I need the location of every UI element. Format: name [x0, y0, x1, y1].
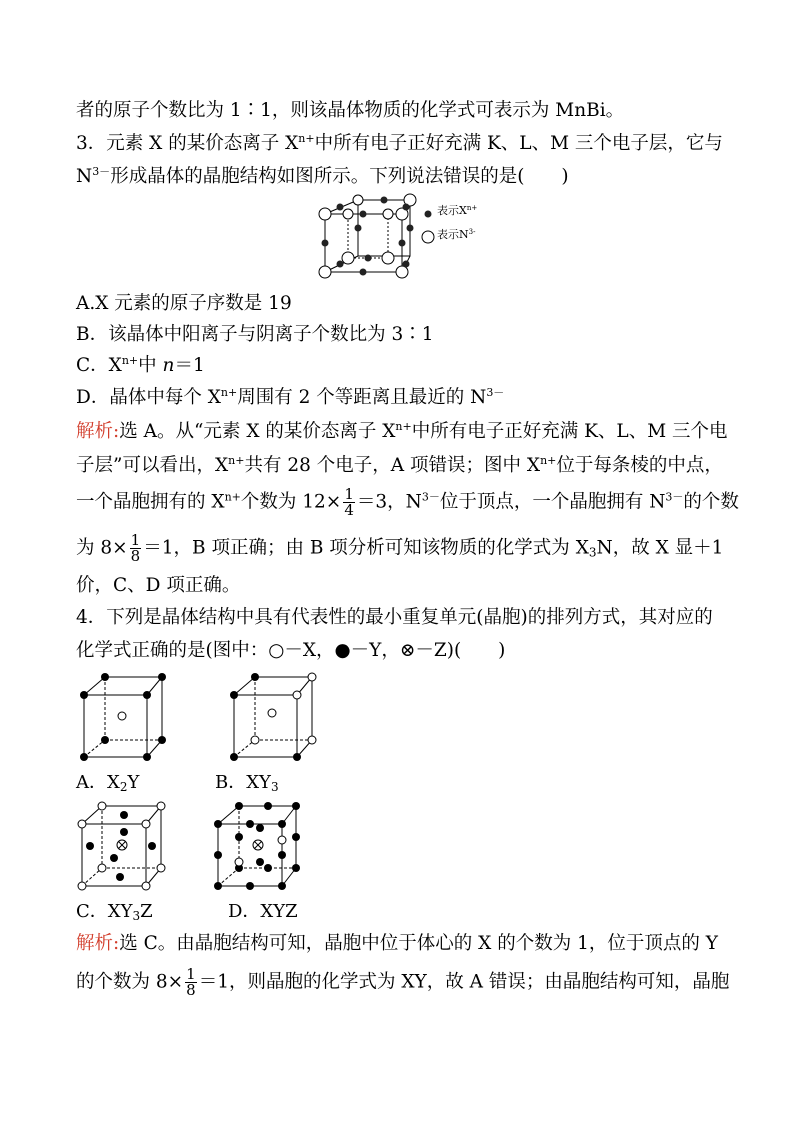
q4-analysis-line-1: 解析:选 C。由晶胞结构可知，晶胞中位于体心的 X 的个数为 1，位于顶点的 Y	[76, 933, 718, 954]
q3-crystal-cell-figure	[300, 190, 760, 280]
caption-d: D．XYZ	[228, 901, 298, 922]
caption-c: C．$XY_3Z$	[76, 901, 153, 923]
q3-option-c: C．$X^{n+}$中 n＝1	[76, 354, 205, 376]
q3-analysis-line-1: 解析:选 A。从“元素 X 的某价态离子 $X^{n+}$中所有电子正好充满 K、L、M 三个电	[76, 420, 728, 442]
caption-b: B．$XY_3$	[215, 772, 279, 794]
legend-n-label: 表示$N^{3-}$	[437, 228, 476, 241]
cube-figure-c	[72, 798, 182, 898]
q3-analysis-line-2: 子层”可以看出，$X^{n+}$共有 28 个电子，A 项错误；图中 $X^{n+}$位于每条棱的中点，	[76, 454, 723, 476]
q3-analysis-line-4: 为 8× $\frac{1}{8}$ ＝1，B 项正确；由 B 项分析可知该物质的化学式为 $X_3N$，故 X 显＋1	[76, 531, 724, 565]
q3-option-a: A.X 元素的原子序数是 19	[76, 293, 292, 314]
cube-figure-b	[222, 670, 332, 770]
fraction: $\frac{1}{4}$	[344, 485, 354, 519]
analysis-label: 解析:	[76, 421, 120, 442]
fraction: $\frac{1}{8}$	[130, 531, 141, 565]
fraction: $\frac{1}{8}$	[186, 965, 196, 999]
caption-a: A．$X_2Y$	[76, 772, 140, 794]
cube-figure-a	[72, 670, 182, 770]
q3-analysis-line-5: 价，C、D 项正确。	[76, 575, 241, 596]
analysis-label: 解析:	[76, 933, 120, 954]
q3-option-d: D．晶体中每个 $X^{n+}$周围有 2 个等距离且最近的 $N^{3-}$	[76, 386, 505, 408]
q3-option-b: B．该晶体中阳离子与阴离子个数比为 3∶1	[76, 324, 434, 345]
question-4-stem-line-2: 化学式正确的是(图中：○－X，●－Y，⊗－Z)( )	[76, 640, 506, 661]
cube-figure-d	[206, 798, 316, 898]
question-3-stem-line-1: 3．元素 X 的某价态离子 $X^{n+}$中所有电子正好充满 K、L、M 三个电子层，它与	[76, 132, 723, 154]
q4-analysis-line-2: 的个数为 8× $\frac{1}{8}$ ＝1，则晶胞的化学式为 XY，故 A 错误；由晶胞结构可知，晶胞	[76, 965, 730, 999]
question-4-stem-line-1: 4．下列是晶体结构中具有代表性的最小重复单元(晶胞)的排列方式，其对应的	[76, 607, 713, 628]
text-line: 者的原子个数比为 1∶1，则该晶体物质的化学式可表示为 MnBi。	[76, 100, 625, 121]
question-3-stem-line-2: $N^{3-}$形成晶体的晶胞结构如图所示。下列说法错误的是( )	[76, 165, 569, 187]
legend-x-label: 表示$X^{n+}$	[437, 204, 478, 217]
q3-analysis-line-3: 一个晶胞拥有的 $X^{n+}$个数为 12× $\frac{1}{4}$ ＝3，$N^{3-}$位于顶点，一个晶胞拥有 $N^{3-}$的个数	[76, 485, 739, 519]
